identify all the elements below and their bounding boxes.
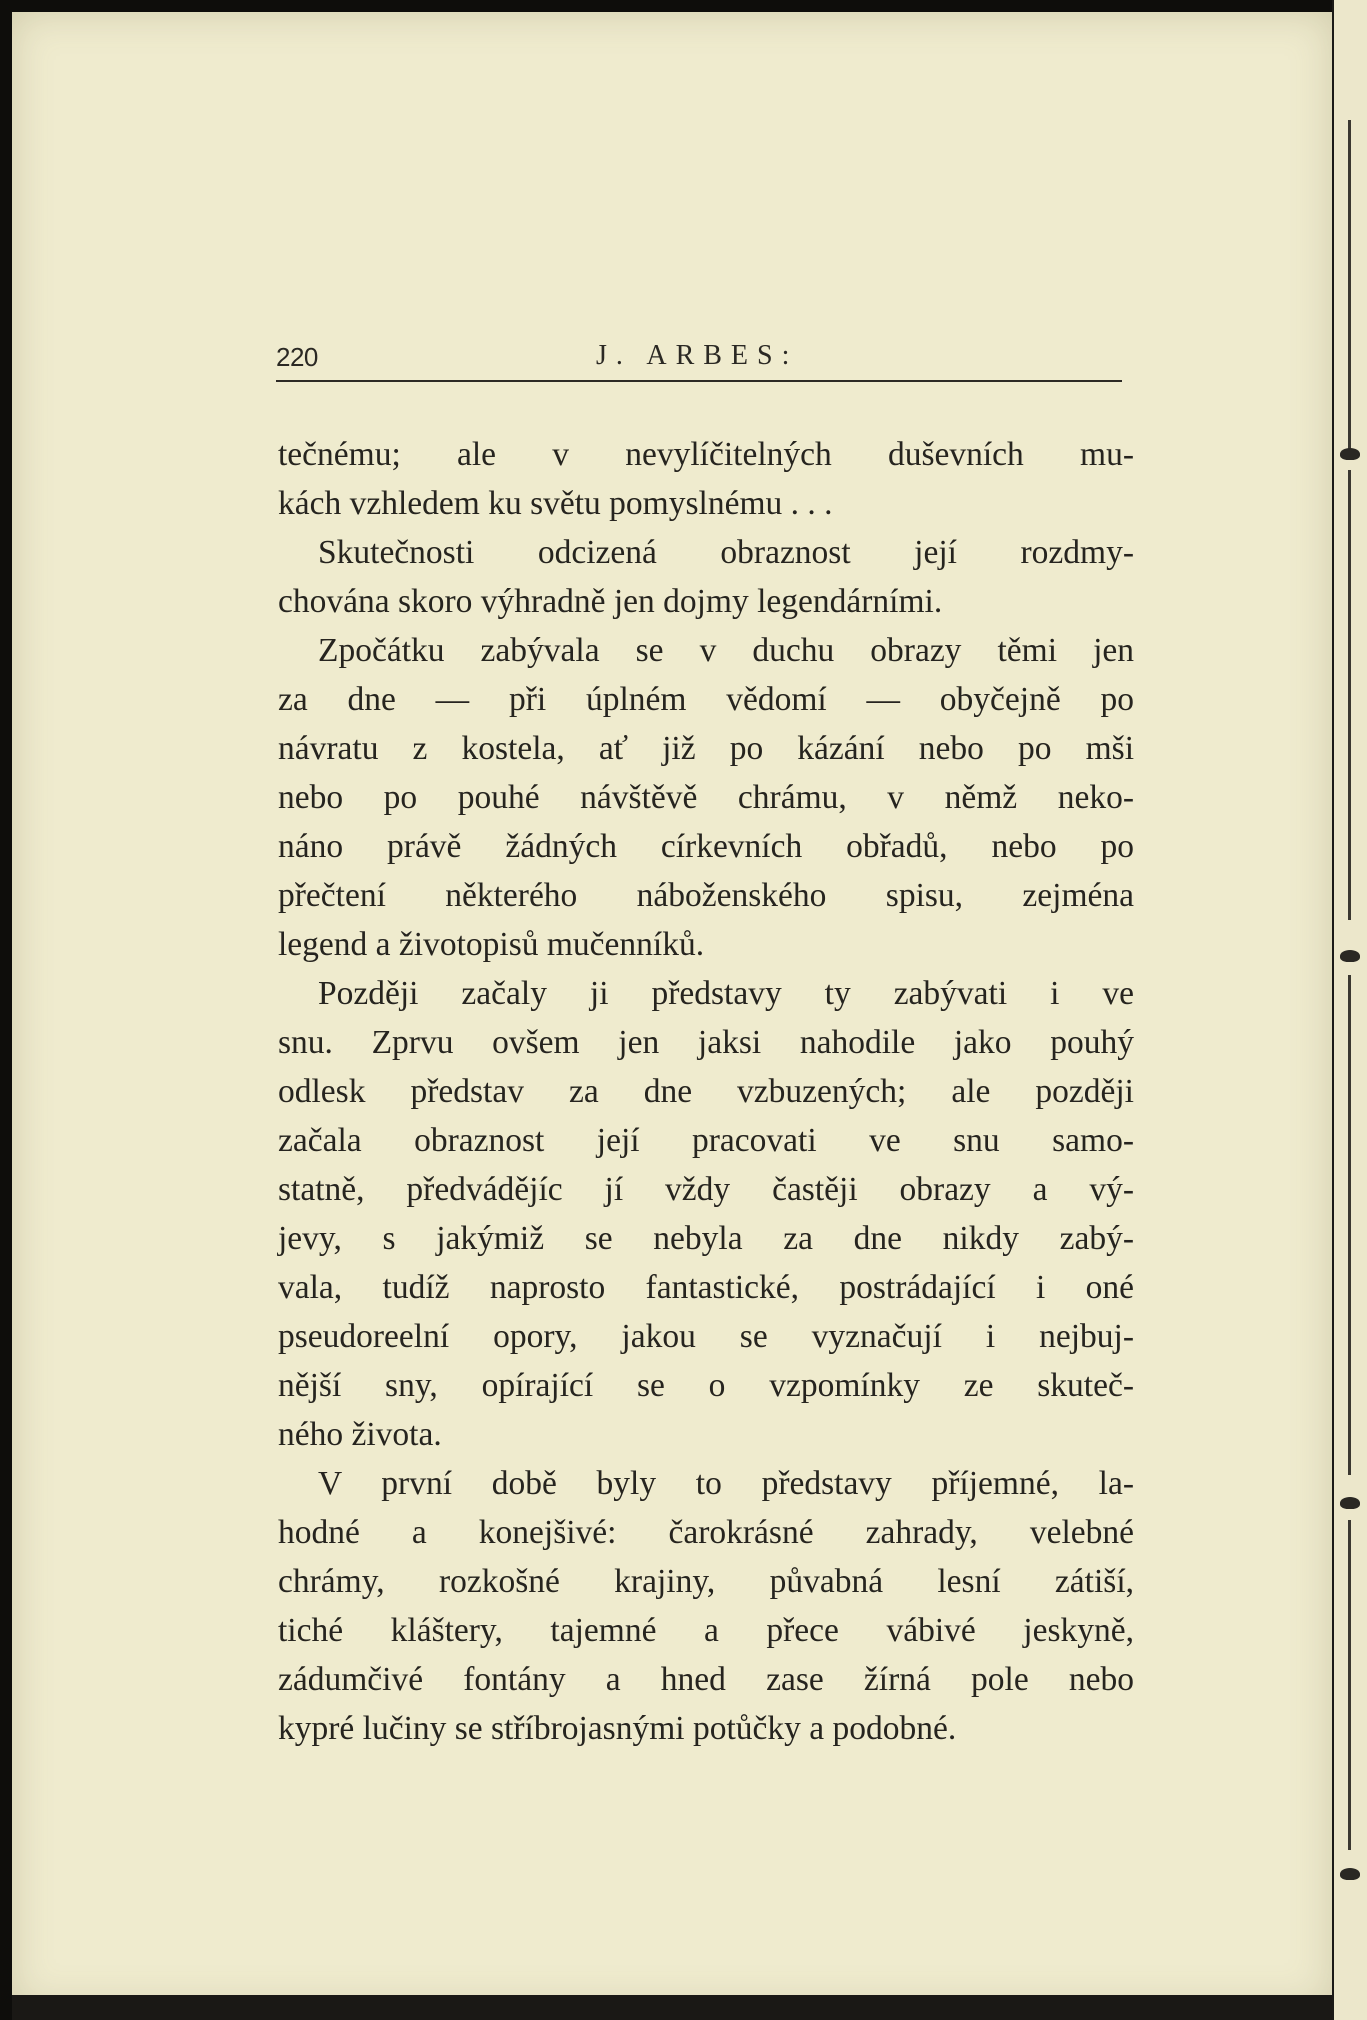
text-line: Později začaly ji představy ty zabývati i ve (318, 975, 1134, 1012)
text-line: tiché kláštery, tajemné a přece vábivé jeskyně, (278, 1612, 1134, 1649)
text-line: Skutečnosti odcizená obraznost její rozdmy- (318, 534, 1134, 571)
text-line: Zpočátku zabývala se v duchu obrazy těmi jen (318, 632, 1134, 669)
text-line: kách vzhledem ku světu pomyslnému . . . (278, 485, 833, 522)
edge-rule (1348, 120, 1351, 450)
page-bottom-shadow (12, 1995, 1332, 2020)
edge-mark (1340, 1868, 1360, 1880)
body-text (278, 430, 1134, 1753)
text-line: začala obraznost její pracovati ve snu samo- (278, 1122, 1134, 1159)
text-line: návratu z kostela, ať již po kázání nebo po mši (278, 730, 1134, 767)
page-header (276, 336, 1122, 382)
text-line: chrámy, rozkošné krajiny, půvabná lesní zátiší, (278, 1563, 1134, 1600)
adjacent-page-edge (1332, 0, 1367, 2020)
text-line: vala, tudíž naprosto fantastické, postrádající i oné (278, 1269, 1134, 1306)
text-line: pseudoreelní opory, jakou se vyznačují i nejbuj- (278, 1318, 1134, 1355)
page-number: 220 (276, 342, 318, 372)
edge-rule (1348, 1520, 1351, 1850)
text-line: chována skoro výhradně jen dojmy legendárními. (278, 583, 943, 620)
text-line: nější sny, opírající se o vzpomínky ze skuteč- (278, 1367, 1134, 1404)
text-line: hodné a konejšivé: čarokrásné zahrady, velebné (278, 1514, 1134, 1551)
text-line: ného života. (278, 1416, 442, 1453)
text-line: statně, předvádějíc jí vždy častěji obrazy a vý- (278, 1171, 1134, 1208)
edge-mark (1340, 448, 1360, 460)
text-line: náno právě žádných církevních obřadů, nebo po (278, 828, 1134, 865)
text-line: legend a životopisů mučenníků. (278, 926, 705, 963)
edge-rule (1348, 470, 1351, 920)
text-line: kypré lučiny se stříbrojasnými potůčky a podobné. (278, 1710, 957, 1747)
edge-mark (1340, 1497, 1360, 1509)
edge-rule (1348, 975, 1351, 1475)
text-line: V první době byly to představy příjemné, la- (318, 1465, 1134, 1502)
text-line: za dne — při úplném vědomí — obyčejně po (278, 681, 1134, 718)
text-line: zádumčivé fontány a hned zase žírná pole nebo (278, 1661, 1134, 1698)
edge-mark (1340, 950, 1360, 962)
text-line: tečnému; ale v nevylíčitelných duševních mu- (278, 436, 1134, 473)
text-line: jevy, s jakýmiž se nebyla za dne nikdy zabý- (278, 1220, 1134, 1257)
text-line: snu. Zprvu ovšem jen jaksi nahodile jako pouhý (278, 1024, 1134, 1061)
text-line: nebo po pouhé návštěvě chrámu, v němž neko- (278, 779, 1134, 816)
running-head: J. ARBES: (596, 340, 799, 371)
text-line: odlesk představ za dne vzbuzených; ale později (278, 1073, 1134, 1110)
text-line: přečtení některého náboženského spisu, zejména (278, 877, 1134, 914)
